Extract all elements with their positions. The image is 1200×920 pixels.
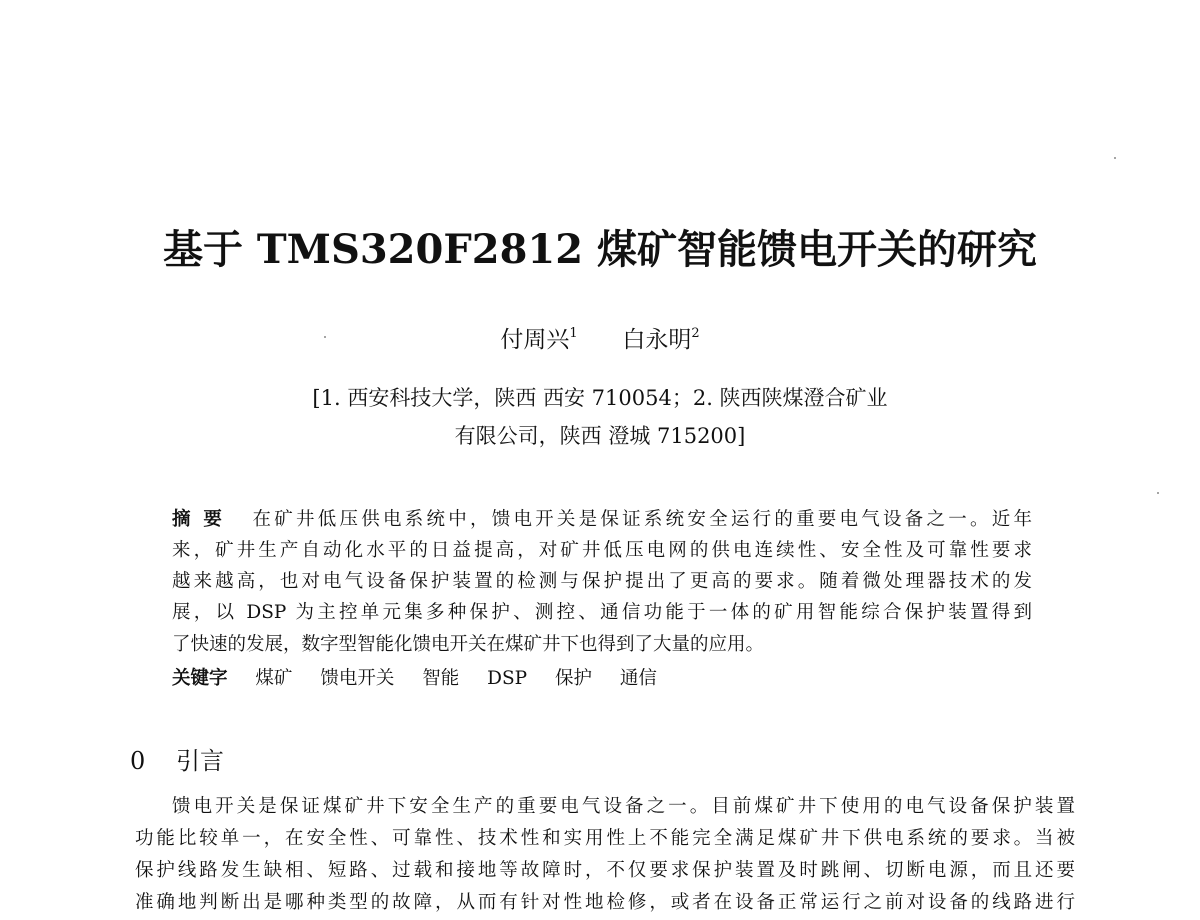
author-affiliation-mark: 2 [691,326,700,341]
abstract-line: 摘 要 在矿井低压供电系统中，馈电开关是保证系统安全运行的重要电气设备之一。近年 [172,509,1032,530]
scan-speck [1157,492,1159,494]
abstract-line: 越来越高，也对电气设备保护装置的检测与保护提出了更高的要求。随着微处理器技术的发 [172,571,1032,592]
keywords-label: 关键字 [172,668,228,689]
author-name: 付周兴 [500,327,570,353]
author-affiliation-mark: 1 [569,326,578,341]
keyword: DSP [487,668,528,689]
affiliation-line: [1. 西安科技大学，陕西 西安 710054；2. 陕西陕煤澄合矿业 [312,386,888,410]
section-title: 引言 [176,747,224,775]
keywords [172,664,679,694]
abstract-line: 展，以 DSP 为主控单元集多种保护、测控、通信功能于一体的矿用智能综合保护装置得到 [172,602,1032,623]
abstract-label: 摘 要 [172,509,226,530]
body-line: 功能比较单一，在安全性、可靠性、技术性和实用性上不能完全满足煤矿井下供电系统的要求。当被 [135,828,1075,849]
scan-speck [1114,157,1116,159]
keyword: 智能 [422,668,460,689]
body-line: 馈电开关是保证煤矿井下安全生产的重要电气设备之一。目前煤矿井下使用的电气设备保护装置 [172,796,1075,817]
affiliation-line: 有限公司，陕西 澄城 715200] [454,424,746,448]
paper-title: 基于 TMS320F2812 煤矿智能馈电开关的研究 [162,226,1037,273]
keyword: 通信 [619,668,657,689]
body-line: 保护线路发生缺相、短路、过载和接地等故障时，不仅要求保护装置及时跳闸、切断电源，而且还要 [135,860,1075,881]
keyword: 保护 [554,668,592,689]
abstract-line: 来，矿井生产自动化水平的日益提高，对矿井低压电网的供电连续性、安全性及可靠性要求 [172,540,1032,561]
keyword: 煤矿 [255,668,293,689]
author-list [0,318,1200,356]
keyword: 馈电开关 [320,668,395,689]
section-number: 0 [130,747,146,775]
body-line: 准确地判断出是哪种类型的故障，从而有针对性地检修，或者在设备正常运行之前对设备的线路进行 [135,892,1075,913]
section-heading [130,744,224,778]
author-name: 白永明 [622,327,692,353]
abstract-line: 了快速的发展，数字型智能化馈电开关在煤矿井下也得到了大量的应用。 [172,634,765,655]
